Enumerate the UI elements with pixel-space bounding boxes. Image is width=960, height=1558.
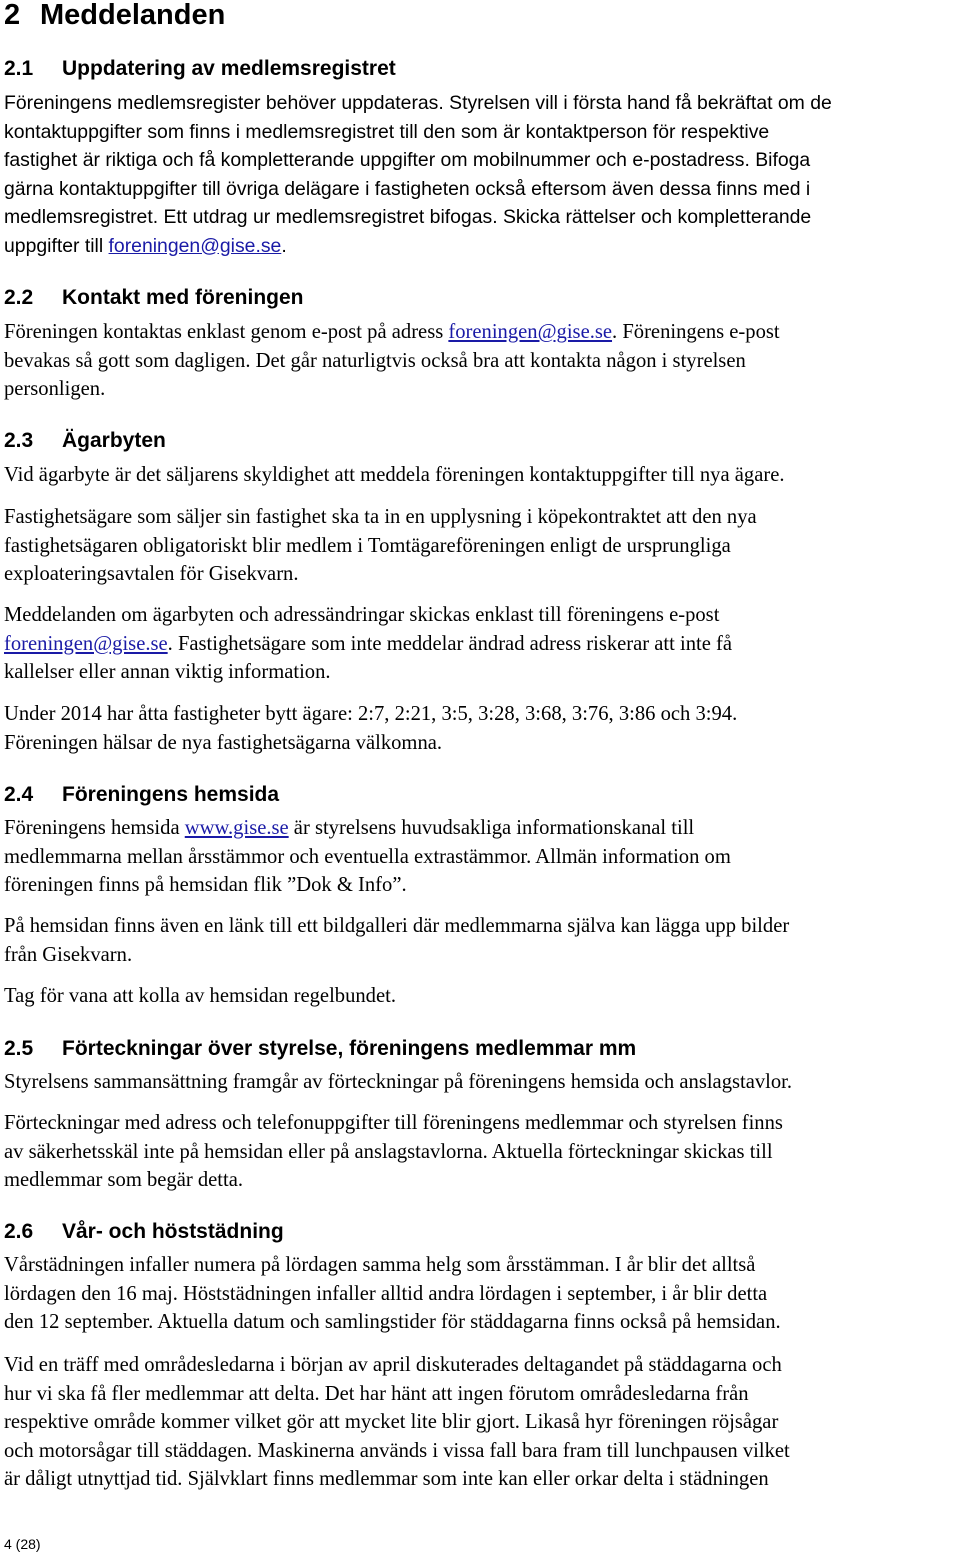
chapter-heading — [4, 0, 225, 30]
text-line: medlemmar som begär detta. — [4, 1169, 244, 1191]
text-line: kontaktuppgifter som finns i medlemsregistret till den som är kontaktperson för respektive — [4, 120, 770, 143]
text-line: Styrelsens sammansättning framgår av förteckningar på föreningens hemsida och anslagstavlor. — [4, 1071, 793, 1093]
section-heading-2-4 — [4, 783, 279, 807]
text-line: medlemmarna mellan årsstämmor och eventuella extrastämmor. Allmän information om — [4, 845, 731, 868]
section-title: Kontakt med föreningen — [62, 286, 304, 309]
text-line: fastighetsägaren obligatoriskt blir medlem i Tomtägareföreningen enligt de ursprungliga — [4, 534, 731, 557]
text-fragment: Föreningens hemsida — [4, 817, 185, 839]
text-line: exploateringsavtalen för Gisekvarn. — [4, 563, 299, 585]
paragraph-contact — [4, 318, 956, 404]
section-heading-2-2 — [4, 286, 304, 310]
text-line: Fastighetsägare som säljer sin fastighet ska ta in en upplysning i köpekontraktet att den nya — [4, 506, 757, 528]
text-line: Vårstädningen infaller numera på lördagen samma helg som årsstämman. I år blir det alltså — [4, 1254, 756, 1276]
text-line: respektive område kommer vilket gör att mycket lite blir gjort. Likaså hyr föreningen röjsågar — [4, 1411, 779, 1433]
text-line: och motorsågar till städdagen. Maskinerna används i vissa fall bara fram till lunchpausen vilket — [4, 1439, 790, 1462]
text-line: gärna kontaktuppgifter till övriga delägare i fastigheten också eftersom även dessa finns med i — [4, 177, 811, 200]
text-line: den 12 september. Aktuella datum och samlingstider för städdagarna finns också på hemsidan. — [4, 1311, 781, 1333]
text-line: På hemsidan finns även en länk till ett bildgalleri där medlemmarna själva kan lägga upp bilder — [4, 915, 790, 937]
text-line: Under 2014 har åtta fastigheter bytt ägare: 2:7, 2:21, 3:5, 3:28, 3:68, 3:76, 3:86 och 3:94. — [4, 703, 738, 725]
text-line: medlemsregistret. Ett utdrag ur medlemsregistret bifogas. Skicka rättelser och kompletterande — [4, 206, 812, 228]
section-number: 2.2 — [4, 286, 34, 309]
section-number: 2.6 — [4, 1220, 34, 1243]
section-number: 2.3 — [4, 429, 34, 452]
text-line — [4, 318, 956, 347]
text-line: Tag för vana att kolla av hemsidan regelbundet. — [4, 985, 396, 1007]
text-line: kallelser eller annan viktig information. — [4, 661, 331, 683]
section-heading-2-6 — [4, 1220, 284, 1244]
paragraph-board-composition — [4, 1068, 956, 1097]
chapter-title: Meddelanden — [40, 0, 226, 31]
email-link[interactable]: foreningen@gise.se — [448, 321, 613, 343]
section-number: 2.5 — [4, 1037, 34, 1060]
text-line: Vid en träff med områdesledarna i början av april diskuterades deltagandet på städdagarna och — [4, 1354, 782, 1376]
text-fragment: Föreningen kontaktas enklast genom e-post på adress — [4, 321, 449, 343]
paragraph-member-register — [4, 89, 956, 260]
section-title: Ägarbyten — [62, 429, 166, 452]
section-heading-2-5 — [4, 1037, 636, 1061]
text-line: Vid ägarbyte är det säljarens skyldighet att meddela föreningen kontaktuppgifter till nya ägare. — [4, 464, 785, 486]
paragraph-member-lists — [4, 1109, 956, 1195]
paragraph-owner-change-membership — [4, 503, 956, 589]
section-heading-2-3 — [4, 429, 166, 453]
text-line: är dåligt utnyttjad tid. Självklart finns medlemmar som inte kan eller orkar delta i städningen — [4, 1468, 769, 1490]
section-title: Föreningens hemsida — [62, 783, 280, 806]
text-line: fastighet är riktiga och få kompletterande uppgifter om mobilnummer och e-postadress. Bifoga — [4, 149, 811, 171]
paragraph-owner-change-duty — [4, 461, 956, 490]
text-line: av säkerhetsskäl inte på hemsidan eller på anslagstavlorna. Aktuella förteckningar skickas till — [4, 1140, 773, 1163]
text-fragment: . — [281, 234, 287, 257]
text-line: personligen. — [4, 378, 106, 400]
text-line: Meddelanden om ägarbyten och adressändringar skickas enklast till föreningens e-post — [4, 604, 720, 626]
section-title: Vår- och höststädning — [62, 1220, 284, 1243]
paragraph-gallery — [4, 912, 956, 969]
text-fragment: uppgifter till — [4, 234, 109, 257]
section-number: 2.1 — [4, 57, 34, 80]
text-line — [4, 232, 956, 261]
section-title: Förteckningar över styrelse, föreningens medlemmar mm — [62, 1037, 637, 1060]
text-line: Föreningen hälsar de nya fastighetsägarna välkomna. — [4, 731, 443, 754]
paragraph-cleaning-dates — [4, 1251, 956, 1337]
text-line: lördagen den 16 maj. Höststädningen infaller alltid andra lördagen i september, i år blir detta — [4, 1282, 768, 1305]
text-line — [4, 814, 956, 843]
section-heading-2-1 — [4, 57, 396, 81]
text-line: hur vi ska få fler medlemmar att delta. Det har hänt att ingen förutom områdesledarna från — [4, 1382, 749, 1405]
paragraph-owner-change-2014 — [4, 700, 956, 757]
text-line: bevakas så gott som dagligen. Det går naturligtvis också bra att kontakta någon i styrelsen — [4, 349, 746, 372]
text-line: från Gisekvarn. — [4, 943, 133, 966]
section-number: 2.4 — [4, 783, 34, 806]
text-line — [4, 630, 956, 659]
text-fragment: . Föreningens e-post — [612, 321, 780, 343]
text-fragment: är styrelsens huvudsakliga informationskanal till — [288, 817, 695, 839]
text-line: Förteckningar med adress och telefonuppgifter till föreningens medlemmar och styrelsen finns — [4, 1112, 783, 1134]
text-fragment: . Fastighetsägare som inte meddelar ändrad adress riskerar att inte få — [167, 632, 733, 655]
text-line: föreningen finns på hemsidan flik ”Dok & Info”. — [4, 874, 407, 896]
chapter-number: 2 — [4, 0, 21, 31]
email-link[interactable]: foreningen@gise.se — [4, 632, 168, 655]
paragraph-cleaning-participation — [4, 1351, 956, 1494]
section-title: Uppdatering av medlemsregistret — [62, 57, 396, 80]
email-link[interactable]: foreningen@gise.se — [108, 234, 282, 257]
page-number: 4 (28) — [4, 1536, 41, 1552]
text-line: Föreningens medlemsregister behöver uppdateras. Styrelsen vill i första hand få bekräftat om de — [4, 92, 832, 114]
paragraph-owner-change-notices — [4, 601, 956, 687]
paragraph-check-website — [4, 982, 956, 1011]
paragraph-website — [4, 814, 956, 900]
website-link[interactable]: www.gise.se — [184, 817, 289, 839]
